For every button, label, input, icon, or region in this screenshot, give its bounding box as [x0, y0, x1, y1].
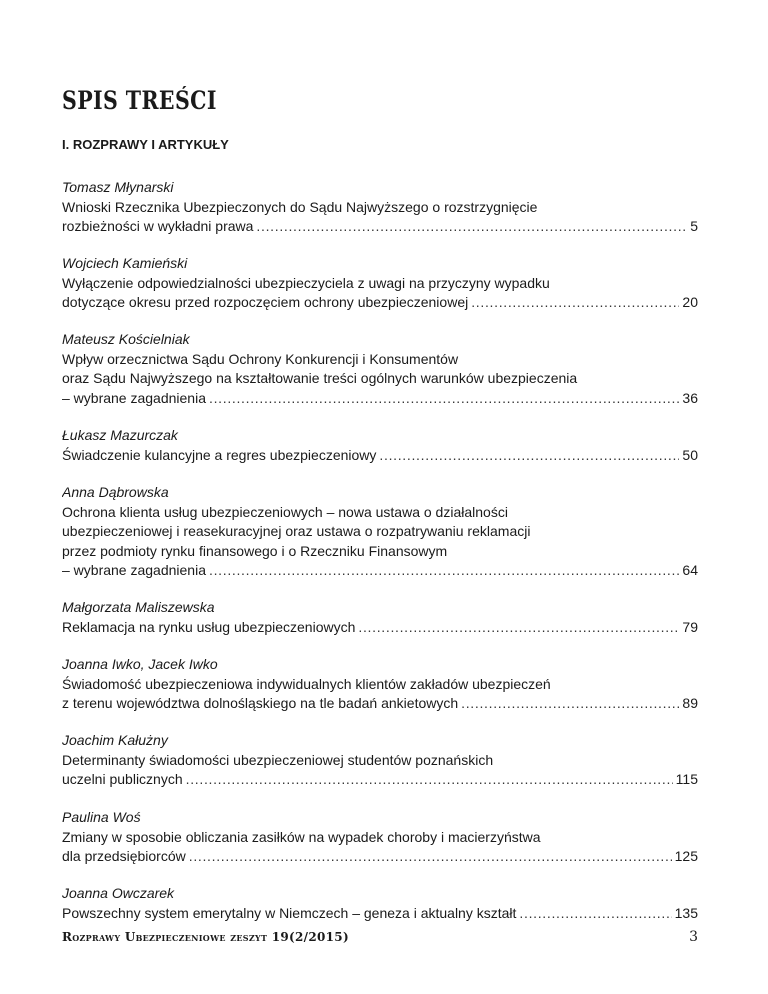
entry-title-line: dotyczące okresu przed rozpoczęciem ochrony ubezpieczeniowej: [62, 294, 469, 310]
entry-author: Małgorzata Maliszewska: [62, 599, 215, 615]
entry-title-line: z terenu województwa dolnośląskiego na tle badań ankietowych: [62, 695, 459, 711]
entry-page-number: 79: [682, 618, 698, 635]
dot-leader: [209, 389, 679, 409]
toc-entry[interactable]: [62, 884, 698, 923]
entry-last-line: [62, 904, 698, 924]
entry-author: Paulina Woś: [62, 809, 141, 825]
dot-leader: [256, 217, 687, 237]
page-number: 3: [689, 929, 698, 945]
entry-author: Joanna Owczarek: [62, 885, 175, 901]
entry-title-line: uczelni publicznych: [62, 771, 183, 787]
entry-title-line: – wybrane zagadnienia: [62, 562, 206, 578]
entry-page-number: 89: [682, 695, 698, 711]
dot-leader: [461, 694, 679, 714]
entry-last-line: [62, 389, 698, 409]
entry-title-line: Świadomość ubezpieczeniowa indywidualnych klientów zakładów ubezpieczeń: [62, 675, 551, 692]
toc-entry[interactable]: [62, 178, 698, 237]
toc-entry[interactable]: [62, 598, 698, 637]
entry-author: Joachim Kałużny: [62, 732, 168, 748]
entry-last-line: [62, 561, 698, 581]
entry-page-number: 5: [690, 218, 698, 234]
entry-author: Łukasz Mazurczak: [62, 427, 178, 443]
entry-last-line: [62, 847, 698, 867]
dot-leader: [186, 770, 673, 790]
entry-author: Joanna Iwko, Jacek Iwko: [62, 656, 218, 672]
entry-last-line: [62, 446, 698, 466]
entry-title-line: Świadczenie kulancyjne a regres ubezpieczeniowy: [62, 446, 377, 463]
toc-entry[interactable]: [62, 655, 698, 714]
entry-title-line: Wpływ orzecznictwa Sądu Ochrony Konkurencji i Konsumentów: [62, 350, 459, 367]
entry-title-line: Ochrona klienta usług ubezpieczeniowych – nowa ustawa o działalności: [62, 503, 508, 520]
entry-title-line: Powszechny system emerytalny w Niemczech – geneza i aktualny kształt: [62, 904, 517, 921]
entry-author: Wojciech Kamieński: [62, 255, 188, 271]
entry-title-line: przez podmioty rynku finansowego i o Rzeczniku Finansowym: [62, 542, 448, 559]
entry-author: Anna Dąbrowska: [62, 484, 169, 500]
dot-leader: [519, 904, 671, 924]
entry-author: Tomasz Młynarski: [62, 179, 174, 195]
entry-title-line: rozbieżności w wykładni prawa: [62, 218, 254, 234]
entry-title-line: Wnioski Rzecznika Ubezpieczonych do Sądu Najwyższego o rozstrzygnięcie: [62, 198, 538, 215]
dot-leader: [209, 561, 679, 581]
entry-page-number: 64: [682, 562, 698, 578]
entry-title-line: Determinanty świadomości ubezpieczeniowej studentów poznańskich: [62, 751, 494, 768]
journal-footer: Rozprawy Ubezpieczeniowe zeszyt 19(2/2015): [62, 930, 349, 944]
dot-leader: [358, 618, 679, 638]
entry-last-line: [62, 694, 698, 714]
toc-entry[interactable]: [62, 254, 698, 313]
toc-entry[interactable]: [62, 330, 698, 408]
entry-page-number: 125: [674, 848, 698, 864]
dot-leader: [379, 446, 679, 466]
page-title: SPIS TREŚCI: [62, 86, 217, 115]
section-heading: I. ROZPRAWY I ARTYKUŁY: [62, 137, 229, 152]
entry-title-line: Wyłączenie odpowiedzialności ubezpieczyciela z uwagi na przyczyny wypadku: [62, 274, 550, 291]
toc-entry[interactable]: [62, 731, 698, 790]
entry-page-number: 50: [682, 446, 698, 463]
toc-entry[interactable]: [62, 426, 698, 465]
entry-page-number: 20: [682, 294, 698, 310]
entry-title-line: Zmiany w sposobie obliczania zasiłków na wypadek choroby i macierzyństwa: [62, 828, 541, 845]
entry-last-line: [62, 618, 698, 638]
entry-page-number: 115: [675, 771, 698, 787]
entry-title-line: ubezpieczeniowej i reasekuracyjnej oraz ustawa o rozpatrywaniu reklamacji: [62, 523, 531, 539]
toc-entry[interactable]: [62, 808, 698, 867]
entry-title-line: oraz Sądu Najwyższego na kształtowanie treści ogólnych warunków ubezpieczenia: [62, 370, 578, 386]
entry-author: Mateusz Kościelniak: [62, 331, 190, 347]
entry-title-line: Reklamacja na rynku usług ubezpieczeniowych: [62, 618, 356, 635]
entry-title-line: – wybrane zagadnienia: [62, 389, 206, 406]
dot-leader: [471, 293, 679, 313]
toc-entry[interactable]: [62, 483, 698, 581]
entry-title-line: dla przedsiębiorców: [62, 848, 186, 864]
entry-last-line: [62, 217, 698, 237]
dot-leader: [189, 847, 672, 867]
entry-last-line: [62, 293, 698, 313]
entry-page-number: 135: [674, 904, 698, 921]
entry-page-number: 36: [682, 389, 698, 406]
entry-last-line: [62, 770, 698, 790]
